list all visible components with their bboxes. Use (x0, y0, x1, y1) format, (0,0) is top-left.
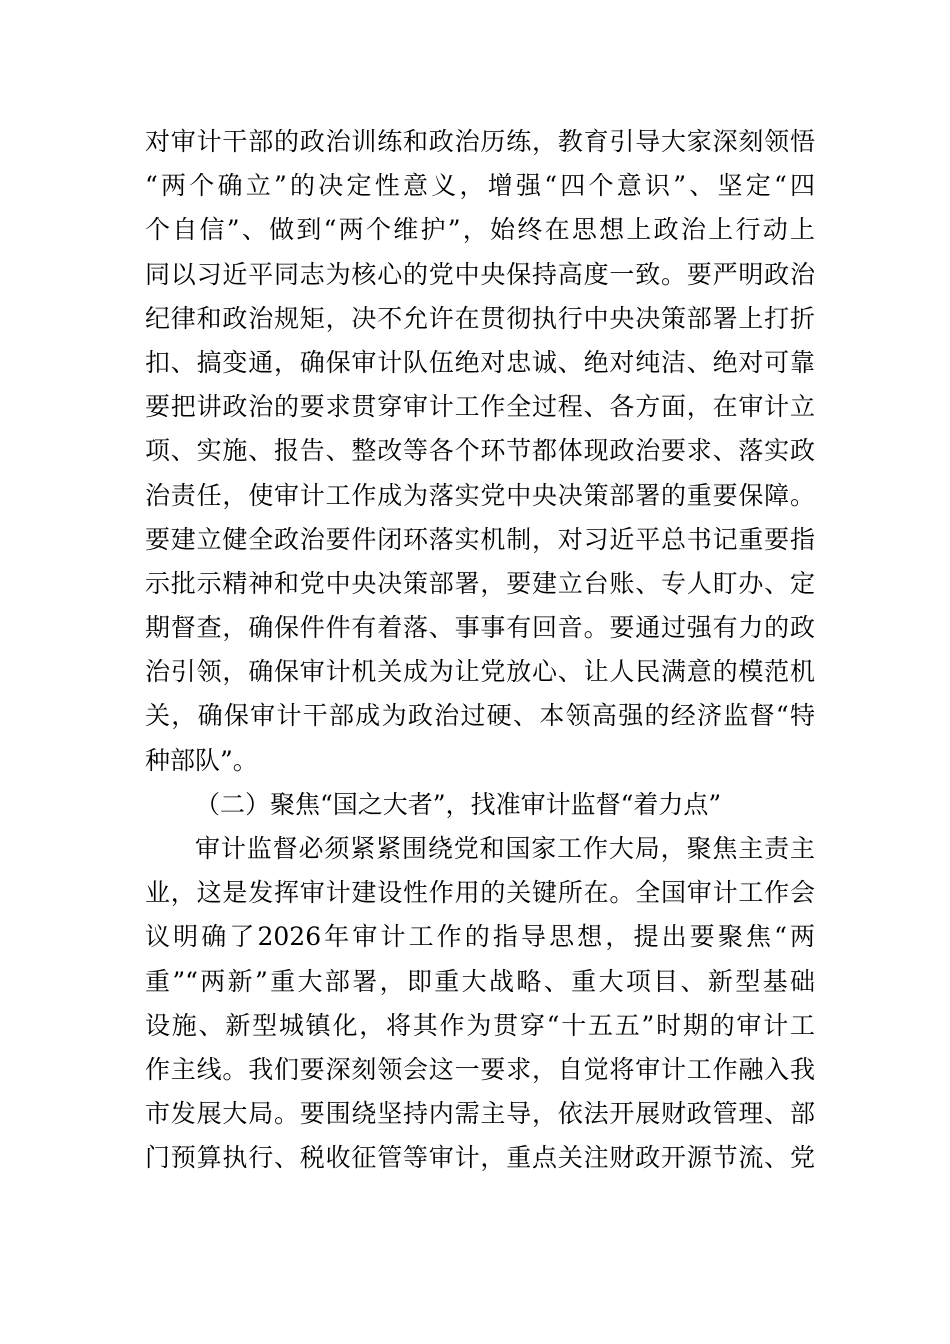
body-line: 作主线。我们要深刻领会这一要求，自觉将审计工作融入我 (145, 1054, 815, 1084)
body-line: 治责任，使审计工作成为落实党中央决策部署的重要保障。 (145, 480, 815, 510)
body-line: 项、实施、报告、整改等各个环节都体现政治要求、落实政 (145, 436, 815, 466)
body-line: 同以习近平同志为核心的党中央保持高度一致。要严明政治 (145, 259, 815, 289)
body-line: 要建立健全政治要件闭环落实机制，对习近平总书记重要指 (145, 524, 815, 554)
body-line: 扣、搞变通，确保审计队伍绝对忠诚、绝对纯洁、绝对可靠 (145, 347, 815, 377)
body-line: 关，确保审计干部成为政治过硬、本领高强的经济监督“特 (145, 701, 815, 731)
document-body (145, 120, 815, 1181)
body-line: “两个确立”的决定性意义，增强“四个意识”、坚定“四 (145, 171, 815, 201)
body-line: 治引领，确保审计机关成为让党放心、让人民满意的模范机 (145, 657, 815, 687)
body-line: 审计监督必须紧紧围绕党和国家工作大局，聚焦主责主 (195, 834, 815, 863)
body-line: 示批示精神和党中央决策部署，要建立台账、专人盯办、定 (145, 568, 815, 598)
body-line: 期督查，确保件件有着落、事事有回音。要通过强有力的政 (145, 613, 815, 643)
body-line: 重”“两新”重大部署，即重大战略、重大项目、新型基础 (145, 966, 815, 996)
body-line: 对审计干部的政治训练和政治历练，教育引导大家深刻领悟 (145, 127, 815, 156)
body-line: 设施、新型城镇化，将其作为贯穿“十五五”时期的审计工 (145, 1010, 815, 1040)
body-line: 门预算执行、税收征管等审计，重点关注财政开源节流、党 (145, 1143, 815, 1173)
body-line: 种部队”。 (145, 745, 258, 775)
body-line: 议明确了2026年审计工作的指导思想，提出要聚焦“两 (145, 922, 815, 952)
body-line: 业，这是发挥审计建设性作用的关键所在。全国审计工作会 (145, 878, 815, 908)
body-line: 要把讲政治的要求贯穿审计工作全过程、各方面，在审计立 (145, 392, 815, 422)
section-heading: （二）聚焦“国之大者”，找准审计监督“着力点” (195, 789, 722, 819)
body-line: 个自信”、做到“两个维护”，始终在思想上政治上行动上 (145, 215, 815, 245)
body-line: 市发展大局。要围绕坚持内需主导，依法开展财政管理、部 (145, 1099, 815, 1129)
body-line: 纪律和政治规矩，决不允许在贯彻执行中央决策部署上打折 (145, 303, 815, 333)
